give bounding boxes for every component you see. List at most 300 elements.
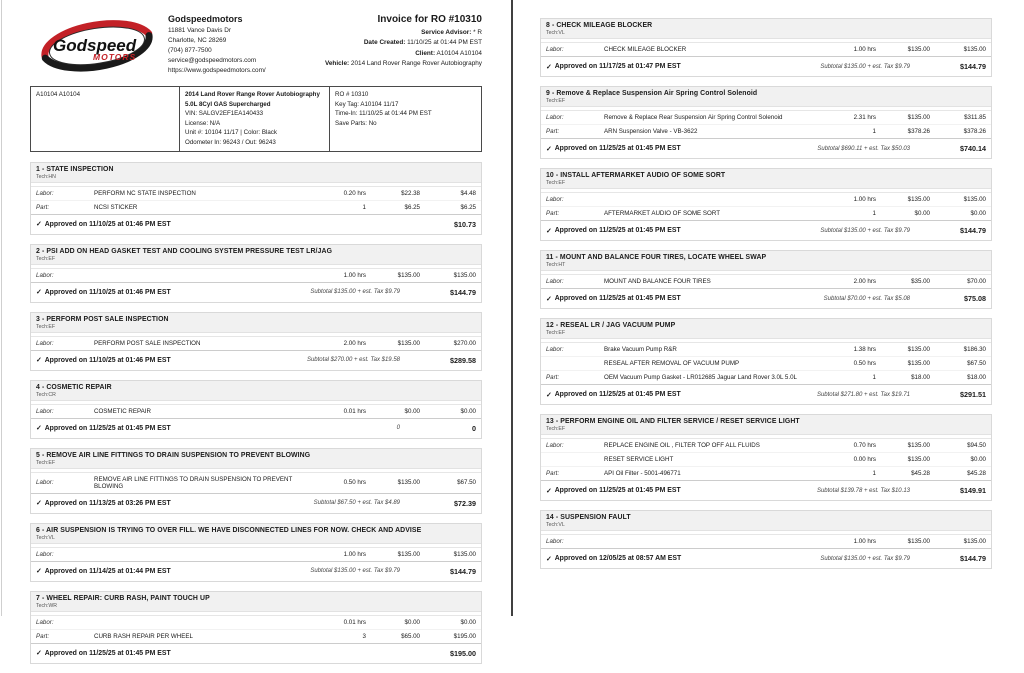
job-rows — [31, 472, 481, 493]
info-line: service@godspeedmotors.com — [168, 56, 257, 64]
line-item-row — [541, 356, 991, 370]
job-section — [540, 250, 992, 309]
invoice-meta-line: Service Advisor: * R — [421, 29, 482, 36]
check-icon: ✓ — [36, 500, 42, 508]
line-total: $135.00 — [453, 550, 476, 558]
line-quantity: 0.01 hrs — [343, 407, 366, 415]
line-total: $67.50 — [457, 479, 476, 487]
info-line: Save Parts: No — [335, 119, 377, 127]
line-quantity: 3 — [362, 632, 366, 640]
info-line: Unit #: 10104 11/17 | Color: Black — [185, 129, 277, 137]
line-type-label: Labor: — [546, 114, 564, 121]
line-description: API Oil Filter - 5001-496771 — [604, 470, 681, 477]
line-description: NCSI STICKER — [94, 203, 138, 211]
job-title: 9 - Remove & Replace Suspension Air Spring Control Solenoid — [546, 90, 758, 97]
job-header — [541, 251, 991, 271]
subtotal-text: Subtotal $135.00 + est. Tax $9.79 — [310, 289, 400, 296]
approved-text: Approved on 11/10/25 at 01:46 PM EST — [44, 220, 171, 228]
job-section — [30, 523, 482, 582]
line-rate: $135.00 — [907, 114, 930, 121]
line-quantity: 1 — [872, 374, 876, 381]
job-header — [541, 87, 991, 107]
job-section — [30, 244, 482, 303]
job-tech: Tech:EF — [36, 459, 56, 466]
job-total: $144.79 — [960, 226, 986, 235]
job-approved-row — [31, 350, 481, 370]
line-rate: $0.00 — [404, 407, 420, 415]
check-icon: ✓ — [546, 487, 552, 495]
line-total: $311.85 — [964, 114, 986, 121]
line-rate: $0.00 — [404, 618, 420, 626]
line-rate: $378.26 — [907, 128, 930, 135]
line-total: $135.00 — [963, 196, 986, 203]
line-quantity: 1 — [872, 210, 876, 217]
line-quantity: 2.00 hrs — [343, 339, 366, 347]
page-divider — [511, 0, 513, 616]
line-total: $0.00 — [970, 456, 986, 463]
info-line: Key Tag: A10104 11/17 — [335, 100, 399, 108]
subtotal-text: Subtotal $135.00 + est. Tax $9.79 — [310, 568, 400, 575]
line-quantity: 0.70 hrs — [853, 442, 876, 449]
job-total: $291.51 — [960, 390, 986, 399]
check-icon: ✓ — [546, 145, 552, 153]
job-section — [540, 414, 992, 501]
approved-text: Approved on 11/25/25 at 01:45 PM EST — [554, 391, 681, 398]
line-type-label: Part: — [36, 632, 50, 640]
line-total: $270.00 — [453, 339, 476, 347]
line-item-row — [541, 124, 991, 138]
vehicle-bold-lines — [185, 90, 324, 109]
job-total: $195.00 — [450, 648, 476, 658]
line-total: $6.25 — [460, 203, 476, 211]
godspeed-logo — [30, 14, 162, 78]
check-icon: ✓ — [546, 63, 552, 71]
job-total: $10.73 — [454, 219, 476, 229]
line-type-label: Labor: — [546, 278, 564, 285]
line-quantity: 0.50 hrs — [343, 479, 366, 487]
line-total: $135.00 — [963, 538, 986, 545]
line-item-row — [31, 616, 481, 629]
info-line: https://www.godspeedmotors.com/ — [168, 66, 266, 74]
line-type-label: Part: — [546, 210, 560, 217]
line-type-label: Labor: — [546, 46, 564, 53]
line-description: ARN Suspension Valve - VB-3622 — [604, 128, 698, 135]
line-rate: $6.25 — [404, 203, 420, 211]
line-description: AFTERMARKET AUDIO OF SOME SORT — [604, 210, 720, 217]
line-item-row — [31, 187, 481, 200]
job-header — [31, 163, 481, 183]
subtotal-text: 0 — [396, 425, 400, 432]
approved-text: Approved on 11/13/25 at 03:26 PM EST — [44, 499, 171, 507]
job-tech: Tech:VL — [36, 534, 55, 541]
job-tech: Tech:EF — [546, 180, 566, 186]
info-line: (704) 877-7500 — [168, 46, 212, 54]
line-total: $94.50 — [967, 442, 986, 449]
line-item-row — [541, 193, 991, 206]
line-item-row — [541, 452, 991, 466]
line-type-label: Labor: — [36, 271, 54, 279]
line-item-row — [31, 405, 481, 418]
job-title: 4 - COSMETIC REPAIR — [36, 383, 112, 391]
line-item-row — [31, 200, 481, 214]
subtotal-text: Subtotal $67.50 + est. Tax $4.89 — [313, 500, 400, 507]
info-line: 2014 Land Rover Range Rover Autobiography — [185, 91, 320, 98]
job-total: $144.79 — [450, 287, 476, 297]
job-approved-row — [31, 643, 481, 663]
job-approved-row — [541, 480, 991, 500]
job-tech: Tech:EF — [546, 330, 566, 336]
line-quantity: 1.38 hrs — [853, 346, 876, 353]
approved-text: Approved on 11/25/25 at 01:45 PM EST — [44, 649, 171, 657]
line-type-label: Labor: — [36, 407, 54, 415]
job-tech: Tech:CR — [36, 391, 56, 398]
line-rate: $135.00 — [397, 550, 420, 558]
job-tech: Tech:EF — [546, 426, 566, 432]
subtotal-text: Subtotal $135.00 + est. Tax $9.79 — [820, 63, 910, 70]
subtotal-text: Subtotal $270.00 + est. Tax $19.58 — [306, 357, 400, 364]
check-icon: ✓ — [546, 295, 552, 303]
line-item-row — [31, 337, 481, 350]
line-item-row — [541, 275, 991, 288]
job-header — [31, 592, 481, 612]
subtotal-text: Subtotal $271.80 + est. Tax $19.71 — [816, 391, 910, 398]
vehicle-detail-lines — [185, 109, 324, 147]
job-tech: Tech:VL — [546, 30, 565, 36]
job-total: $289.58 — [450, 355, 476, 365]
job-title: 5 - REMOVE AIR LINE FITTINGS TO DRAIN SUSPENSION TO PREVENT BLOWING — [36, 451, 311, 459]
job-title: 12 - RESEAL LR / JAG VACUUM PUMP — [546, 322, 676, 329]
job-header — [541, 415, 991, 435]
job-header — [541, 19, 991, 39]
left-jobs — [30, 162, 482, 664]
line-item-row — [541, 43, 991, 56]
line-quantity: 1.00 hrs — [343, 271, 366, 279]
check-icon: ✓ — [36, 289, 42, 297]
job-header — [541, 169, 991, 189]
check-icon: ✓ — [36, 221, 42, 229]
line-item-row — [541, 535, 991, 548]
job-section — [30, 591, 482, 664]
line-quantity: 0.00 hrs — [853, 456, 876, 463]
line-quantity: 1.00 hrs — [853, 46, 876, 53]
line-total: $135.00 — [963, 46, 986, 53]
check-icon: ✓ — [546, 555, 552, 563]
subtotal-text: Subtotal $139.78 + est. Tax $10.13 — [816, 487, 910, 494]
line-total: $70.00 — [967, 278, 986, 285]
job-section — [30, 380, 482, 439]
job-tech: Tech:EF — [546, 98, 566, 104]
line-description: Brake Vacuum Pump R&R — [604, 346, 677, 353]
job-rows — [31, 404, 481, 418]
line-description: PERFORM POST SALE INSPECTION — [94, 339, 201, 347]
line-item-row — [541, 370, 991, 384]
invoice-meta-line: Vehicle: 2014 Land Rover Range Rover Autobiography — [324, 59, 482, 67]
job-header — [31, 313, 481, 333]
job-approved-row — [541, 384, 991, 404]
line-rate: $135.00 — [907, 538, 930, 545]
line-description: REPLACE ENGINE OIL , FILTER TOP OFF ALL FLUIDS — [604, 442, 760, 449]
line-quantity: 2.31 hrs — [853, 114, 876, 121]
job-approved-row — [31, 214, 481, 234]
job-section — [30, 312, 482, 371]
line-quantity: 1.00 hrs — [853, 196, 876, 203]
job-section — [540, 318, 992, 405]
invoice-meta-line: Client: A10104 A10104 — [415, 49, 482, 57]
info-line: 5.0L 8Cyl GAS Supercharged — [185, 100, 271, 108]
line-total: $4.48 — [460, 189, 476, 197]
job-rows — [541, 42, 991, 56]
subtotal-text: Subtotal $70.00 + est. Tax $5.08 — [823, 295, 910, 302]
job-approved-row — [31, 561, 481, 581]
job-title: 1 - STATE INSPECTION — [36, 165, 114, 173]
line-type-label: Labor: — [36, 339, 54, 347]
invoice-column-left — [30, 14, 482, 673]
line-type-label: Labor: — [546, 196, 564, 203]
line-quantity: 1.00 hrs — [343, 550, 366, 558]
line-total: $67.50 — [967, 360, 986, 367]
approved-text: Approved on 11/14/25 at 01:44 PM EST — [44, 567, 171, 575]
job-rows — [541, 110, 991, 138]
invoice-header — [30, 14, 482, 78]
line-type-label: Labor: — [36, 550, 54, 558]
line-total: $0.00 — [460, 407, 476, 415]
job-rows — [31, 186, 481, 214]
job-tech: Tech:HN — [36, 173, 56, 180]
job-rows — [541, 534, 991, 548]
job-tech: Tech:EF — [36, 255, 56, 262]
job-total: $740.14 — [960, 144, 986, 153]
info-line: Odometer In: 96243 / Out: 96243 — [185, 139, 276, 147]
job-section — [540, 168, 992, 241]
line-rate: $0.00 — [914, 210, 930, 217]
line-description: CHECK MILEAGE BLOCKER — [604, 46, 687, 53]
job-header — [541, 511, 991, 531]
line-description: RESEAL AFTER REMOVAL OF VACUUM PUMP — [604, 360, 740, 367]
invoice-column-right — [540, 18, 992, 578]
job-rows — [541, 438, 991, 480]
job-total: $144.79 — [960, 62, 986, 71]
line-quantity: 2.00 hrs — [853, 278, 876, 285]
job-title: 2 - PSI ADD ON HEAD GASKET TEST AND COOLING SYSTEM PRESSURE TEST LR/JAG — [36, 247, 333, 255]
job-approved-row — [31, 493, 481, 513]
job-header — [31, 245, 481, 265]
line-type-label: Labor: — [546, 538, 564, 545]
page-edge-line — [1, 0, 2, 616]
job-title: 13 - PERFORM ENGINE OIL AND FILTER SERVICE / RESET SERVICE LIGHT — [546, 418, 800, 425]
job-total: $144.79 — [450, 566, 476, 576]
line-item-row — [31, 629, 481, 643]
job-rows — [31, 268, 481, 282]
job-tech: Tech:VL — [546, 522, 565, 528]
info-line: 11881 Vance Davis Dr — [168, 27, 231, 34]
job-header — [541, 319, 991, 339]
line-rate: $135.00 — [907, 360, 930, 367]
job-header — [31, 449, 481, 469]
line-item-row — [541, 343, 991, 356]
line-type-label: Part: — [546, 470, 560, 477]
job-title: 10 - INSTALL AFTERMARKET AUDIO OF SOME SORT — [546, 172, 726, 179]
line-total: $195.00 — [453, 632, 476, 640]
job-section — [540, 510, 992, 569]
line-total: $45.28 — [967, 470, 986, 477]
job-title: 14 - SUSPENSION FAULT — [546, 514, 631, 521]
job-title: 7 - WHEEL REPAIR: CURB RASH, PAINT TOUCH UP — [36, 594, 210, 602]
job-rows — [31, 547, 481, 561]
line-total: $0.00 — [970, 210, 986, 217]
job-total: $75.08 — [964, 294, 986, 303]
subtotal-text: Subtotal $690.11 + est. Tax $50.03 — [817, 145, 910, 152]
line-item-row — [31, 548, 481, 561]
line-item-row — [541, 111, 991, 124]
line-rate: $135.00 — [397, 339, 420, 347]
subtotal-text: Subtotal $135.00 + est. Tax $9.79 — [820, 227, 910, 234]
company-contact-lines — [168, 26, 320, 76]
job-approved-row — [31, 282, 481, 302]
job-tech: Tech:EF — [36, 323, 56, 330]
job-section — [540, 18, 992, 77]
line-total: $378.26 — [963, 128, 986, 135]
job-total: $149.91 — [960, 486, 986, 495]
job-total: 0 — [472, 423, 476, 433]
logo-subtext: MOTORS — [93, 52, 137, 62]
line-description: REMOVE AIR LINE FITTINGS TO DRAIN SUSPENSION TO PREVENT BLOWING — [94, 475, 293, 490]
company-info — [168, 14, 320, 78]
job-rows — [541, 274, 991, 288]
line-rate: $18.00 — [911, 374, 930, 381]
invoice-meta-line: Date Created: 11/10/25 at 01:44 PM EST — [363, 39, 482, 47]
line-item-row — [541, 206, 991, 220]
line-type-label: Labor: — [36, 479, 54, 487]
job-rows — [31, 336, 481, 350]
line-type-label: Labor: — [36, 189, 54, 197]
customer-cell: A10104 A10104 — [36, 91, 81, 98]
job-tech: Tech:WR — [36, 602, 58, 609]
approved-text: Approved on 11/10/25 at 01:46 PM EST — [44, 356, 171, 364]
job-approved-row — [541, 56, 991, 76]
logo-text: Godspeed — [53, 36, 137, 55]
job-approved-row — [31, 418, 481, 438]
approved-text: Approved on 11/25/25 at 01:45 PM EST — [44, 424, 171, 432]
subtotal-text: Subtotal $135.00 + est. Tax $9.79 — [820, 555, 910, 562]
line-type-label: Labor: — [546, 442, 564, 449]
job-rows — [31, 615, 481, 643]
line-total: $135.00 — [453, 271, 476, 279]
job-approved-row — [541, 288, 991, 308]
info-line: Time-In: 11/10/25 at 01:44 PM EST — [335, 110, 432, 118]
line-quantity: 0.50 hrs — [853, 360, 876, 367]
line-rate: $135.00 — [907, 456, 930, 463]
line-item-row — [541, 466, 991, 480]
job-title: 8 - CHECK MILEAGE BLOCKER — [546, 22, 653, 29]
job-rows — [541, 342, 991, 384]
job-tech: Tech:HT — [546, 262, 566, 268]
approved-text: Approved on 12/05/25 at 08:57 AM EST — [554, 555, 682, 562]
job-section — [30, 162, 482, 235]
line-type-label: Labor: — [36, 618, 54, 626]
check-icon: ✓ — [36, 650, 42, 658]
vehicle-cell — [179, 87, 329, 151]
job-section — [540, 86, 992, 159]
approved-text: Approved on 11/25/25 at 01:45 PM EST — [554, 145, 681, 152]
line-item-row — [31, 473, 481, 493]
job-total: $144.79 — [960, 554, 986, 563]
info-line: RO # 10310 — [335, 91, 369, 98]
check-icon: ✓ — [36, 425, 42, 433]
line-type-label: Labor: — [546, 346, 564, 353]
line-rate: $135.00 — [907, 346, 930, 353]
line-description: MOUNT AND BALANCE FOUR TIRES — [604, 278, 711, 285]
line-description: OEM Vacuum Pump Gasket - LR012685 Jaguar Land Rover 3.0L 5.0L — [604, 374, 797, 381]
approved-text: Approved on 11/25/25 at 01:45 PM EST — [554, 227, 681, 234]
invoice-meta-lines — [320, 28, 482, 69]
job-approved-row — [541, 138, 991, 158]
line-item-row — [541, 439, 991, 452]
line-total: $0.00 — [460, 618, 476, 626]
approved-text: Approved on 11/10/25 at 01:46 PM EST — [44, 288, 171, 296]
company-name: Godspeedmotors — [168, 14, 243, 24]
approved-text: Approved on 11/17/25 at 01:47 PM EST — [554, 63, 681, 70]
job-header — [31, 381, 481, 401]
line-description: RESET SERVICE LIGHT — [604, 456, 674, 463]
line-quantity: 0.01 hrs — [343, 618, 366, 626]
line-total: $186.30 — [963, 346, 986, 353]
line-rate: $135.00 — [907, 196, 930, 203]
line-rate: $135.00 — [397, 479, 420, 487]
line-description: COSMETIC REPAIR — [94, 407, 151, 415]
line-rate: $22.38 — [401, 189, 420, 197]
line-quantity: 1.00 hrs — [853, 538, 876, 545]
line-rate: $135.00 — [907, 442, 930, 449]
line-type-label: Part: — [546, 374, 560, 381]
job-title: 6 - AIR SUSPENSION IS TRYING TO OVER FILL. WE HAVE DISCONNECTED LINES FOR NOW. CHECK AND ADVISE — [36, 526, 422, 534]
check-icon: ✓ — [36, 357, 42, 365]
line-description: CURB RASH REPAIR PER WHEEL — [94, 632, 193, 640]
line-item-row — [31, 269, 481, 282]
line-total: $18.00 — [967, 374, 986, 381]
line-type-label: Part: — [36, 203, 50, 211]
approved-text: Approved on 11/25/25 at 01:45 PM EST — [554, 295, 681, 302]
line-quantity: 1 — [362, 203, 366, 211]
vehicle-info-box — [30, 86, 482, 152]
job-total: $72.39 — [454, 498, 476, 508]
info-line: Charlotte, NC 28269 — [168, 36, 227, 44]
ro-cell — [329, 87, 481, 151]
job-title: 3 - PERFORM POST SALE INSPECTION — [36, 315, 169, 323]
approved-text: Approved on 11/25/25 at 01:45 PM EST — [554, 487, 681, 494]
line-rate: $35.00 — [911, 278, 930, 285]
line-rate: $65.00 — [401, 632, 420, 640]
check-icon: ✓ — [36, 568, 42, 576]
check-icon: ✓ — [546, 391, 552, 399]
invoice-meta — [320, 14, 482, 78]
job-header — [31, 524, 481, 544]
invoice-title: Invoice for RO #10310 — [377, 14, 482, 25]
line-description: PERFORM NC STATE INSPECTION — [94, 189, 196, 197]
job-rows — [541, 192, 991, 220]
line-quantity: 1 — [872, 470, 876, 477]
info-line: VIN: SALGV2EF1EA140433 — [185, 110, 264, 118]
job-title: 11 - MOUNT AND BALANCE FOUR TIRES, LOCATE WHEEL SWAP — [546, 254, 767, 261]
job-approved-row — [541, 220, 991, 240]
right-jobs — [540, 18, 992, 569]
job-section — [30, 448, 482, 514]
check-icon: ✓ — [546, 227, 552, 235]
line-type-label: Part: — [546, 128, 560, 135]
info-line: License: N/A — [185, 119, 221, 127]
line-rate: $135.00 — [397, 271, 420, 279]
line-rate: $135.00 — [907, 46, 930, 53]
line-quantity: 1 — [872, 128, 876, 135]
